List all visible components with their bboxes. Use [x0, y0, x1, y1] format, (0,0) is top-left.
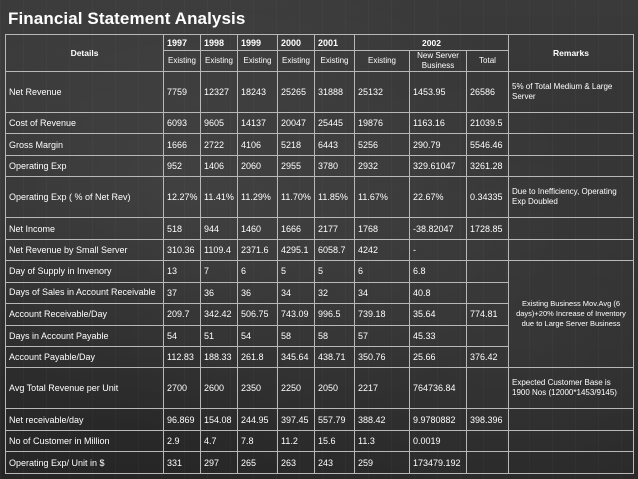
cell: 188.33 [201, 347, 238, 368]
remark-operating-exp: Due to Inefficiency, Operating Exp Doubled [509, 177, 634, 218]
table-row [6, 409, 634, 430]
page-title: Financial Statement Analysis [8, 9, 246, 28]
cell: 11.67% [355, 177, 410, 218]
year-header: 1997 [164, 35, 201, 51]
cell: 3261.28 [467, 155, 509, 176]
row-label: Cost of Revenue [6, 112, 164, 133]
cell: 261.8 [238, 347, 278, 368]
cell: 764736.84 [410, 368, 467, 409]
cell: 7 [201, 261, 238, 282]
sub-header: Existing [201, 51, 238, 72]
remarks-header: Remarks [509, 35, 634, 72]
header-row-years [6, 35, 634, 51]
cell: 25445 [315, 112, 355, 133]
cell: 2955 [278, 155, 315, 176]
cell [467, 368, 509, 409]
table-row [6, 430, 634, 451]
table-row [6, 177, 634, 218]
cell: 7759 [164, 72, 201, 113]
cell: 743.09 [278, 304, 315, 325]
cell: 0.34335 [467, 177, 509, 218]
cell: 36 [238, 282, 278, 303]
sub-header-new-server: New Server Business [410, 51, 467, 72]
cell: 2932 [355, 155, 410, 176]
remark-empty [509, 134, 634, 155]
cell: 35.64 [410, 304, 467, 325]
cell: 34 [278, 282, 315, 303]
table-row [6, 155, 634, 176]
row-label: Net Revenue [6, 72, 164, 113]
cell: 290.79 [410, 134, 467, 155]
row-label: Account Payable/Day [6, 347, 164, 368]
cell: 22.67% [410, 177, 467, 218]
cell: 11.3 [355, 430, 410, 451]
cell: 297 [201, 452, 238, 474]
row-label: Day of Supply in Invenory [6, 261, 164, 282]
year-header: 1998 [201, 35, 238, 51]
cell: 2371.6 [238, 239, 278, 260]
cell: 112.83 [164, 347, 201, 368]
cell: 25265 [278, 72, 315, 113]
cell: 12.27% [164, 177, 201, 218]
year-header: 2000 [278, 35, 315, 51]
year-header: 1999 [238, 35, 278, 51]
year-header-2002: 2002 [355, 35, 509, 51]
cell: 1728.85 [467, 218, 509, 239]
cell: 19876 [355, 112, 410, 133]
cell: 6443 [315, 134, 355, 155]
cell: 12327 [201, 72, 238, 113]
cell: 342.42 [201, 304, 238, 325]
row-label: Operating Exp/ Unit in $ [6, 452, 164, 474]
cell: 6.8 [410, 261, 467, 282]
cell: 11.29% [238, 177, 278, 218]
cell: 11.2 [278, 430, 315, 451]
table-row [6, 368, 634, 409]
cell: 6093 [164, 112, 201, 133]
cell: 173479.192 [410, 452, 467, 474]
sub-header: Existing [355, 51, 410, 72]
cell: 557.79 [315, 409, 355, 430]
cell: 2600 [201, 368, 238, 409]
sub-header: Existing [238, 51, 278, 72]
cell: 438.71 [315, 347, 355, 368]
remark-empty [509, 155, 634, 176]
sub-header: Existing [278, 51, 315, 72]
sub-header: Existing [164, 51, 201, 72]
cell: 1666 [164, 134, 201, 155]
table-row [6, 239, 634, 260]
cell: 4295.1 [278, 239, 315, 260]
row-label: Operating Exp [6, 155, 164, 176]
cell: 397.45 [278, 409, 315, 430]
details-header: Details [6, 35, 164, 72]
cell: 310.36 [164, 239, 201, 260]
cell: 1666 [278, 218, 315, 239]
cell [467, 452, 509, 474]
cell: 26586 [467, 72, 509, 113]
remark-existing-business: Existing Business Mov.Avg (6 days)+20% Increase of Inventory due to Large Server Business [509, 261, 634, 368]
cell: 5546.46 [467, 134, 509, 155]
cell: -38.82047 [410, 218, 467, 239]
cell: 350.76 [355, 347, 410, 368]
row-label: Net Revenue by Small Server [6, 239, 164, 260]
cell: 0.0019 [410, 430, 467, 451]
year-header: 2001 [315, 35, 355, 51]
table-row [6, 112, 634, 133]
cell: 506.75 [238, 304, 278, 325]
cell: 34 [355, 282, 410, 303]
cell: 21039.5 [467, 112, 509, 133]
cell: 4106 [238, 134, 278, 155]
row-label: Days of Sales in Account Receivable [6, 282, 164, 303]
cell: 2177 [315, 218, 355, 239]
cell: 7.8 [238, 430, 278, 451]
cell: 58 [278, 325, 315, 346]
table-row [6, 72, 634, 113]
row-label: Days in Account Payable [6, 325, 164, 346]
cell: 6 [238, 261, 278, 282]
cell: 1768 [355, 218, 410, 239]
cell: 2700 [164, 368, 201, 409]
cell: 1163.16 [410, 112, 467, 133]
row-label: Avg Total Revenue per Unit [6, 368, 164, 409]
cell: 952 [164, 155, 201, 176]
row-label: Net Income [6, 218, 164, 239]
cell: 3780 [315, 155, 355, 176]
cell: 18243 [238, 72, 278, 113]
cell: 1453.95 [410, 72, 467, 113]
cell [467, 325, 509, 346]
cell: 15.6 [315, 430, 355, 451]
cell: 2.9 [164, 430, 201, 451]
row-label: Operating Exp ( % of Net Rev) [6, 177, 164, 218]
cell: 398.396 [467, 409, 509, 430]
cell: 2217 [355, 368, 410, 409]
cell: 5218 [278, 134, 315, 155]
sub-header: Existing [315, 51, 355, 72]
cell: 31888 [315, 72, 355, 113]
cell: 9605 [201, 112, 238, 133]
cell: 154.08 [201, 409, 238, 430]
cell: 4242 [355, 239, 410, 260]
cell: 2250 [278, 368, 315, 409]
cell [467, 282, 509, 303]
cell: 5256 [355, 134, 410, 155]
cell: 5 [278, 261, 315, 282]
row-label: Account Receivable/Day [6, 304, 164, 325]
cell: 6058.7 [315, 239, 355, 260]
cell [467, 261, 509, 282]
cell: 2050 [315, 368, 355, 409]
cell: 263 [278, 452, 315, 474]
cell: 11.85% [315, 177, 355, 218]
remark-net-revenue: 5% of Total Medium & Large Server [509, 72, 634, 113]
cell: 11.70% [278, 177, 315, 218]
cell: 2060 [238, 155, 278, 176]
cell: 20047 [278, 112, 315, 133]
cell: 13 [164, 261, 201, 282]
row-label: Gross Margin [6, 134, 164, 155]
cell: 11.41% [201, 177, 238, 218]
cell: 25.66 [410, 347, 467, 368]
cell: 739.18 [355, 304, 410, 325]
remark-empty [509, 239, 634, 260]
cell: 25132 [355, 72, 410, 113]
sub-header-total: Total [467, 51, 509, 72]
cell: 32 [315, 282, 355, 303]
remark-empty [509, 452, 634, 474]
remark-expected-customer: Expected Customer Base is 1900 Nos (12000*1453/9145) [509, 368, 634, 409]
cell: 40.8 [410, 282, 467, 303]
cell [467, 430, 509, 451]
cell: 2722 [201, 134, 238, 155]
cell: 774.81 [467, 304, 509, 325]
table-row [6, 218, 634, 239]
table-row [6, 452, 634, 474]
cell: 58 [315, 325, 355, 346]
cell: 2350 [238, 368, 278, 409]
cell: 1406 [201, 155, 238, 176]
remark-empty [509, 112, 634, 133]
cell: 376.42 [467, 347, 509, 368]
cell: 209.7 [164, 304, 201, 325]
remark-empty [509, 218, 634, 239]
financial-table [5, 34, 634, 474]
cell: 329.61047 [410, 155, 467, 176]
cell: 54 [238, 325, 278, 346]
cell: 37 [164, 282, 201, 303]
cell: 331 [164, 452, 201, 474]
cell: 54 [164, 325, 201, 346]
cell: 244.95 [238, 409, 278, 430]
row-label: Net receivable/day [6, 409, 164, 430]
cell: 4.7 [201, 430, 238, 451]
cell: 345.64 [278, 347, 315, 368]
cell: 388.42 [355, 409, 410, 430]
cell: 1460 [238, 218, 278, 239]
cell: 259 [355, 452, 410, 474]
cell: 518 [164, 218, 201, 239]
cell: - [410, 239, 467, 260]
remark-empty [509, 409, 634, 430]
cell: 265 [238, 452, 278, 474]
cell: 996.5 [315, 304, 355, 325]
row-label: No of Customer in Million [6, 430, 164, 451]
cell: 36 [201, 282, 238, 303]
cell: 6 [355, 261, 410, 282]
cell: 45.33 [410, 325, 467, 346]
remark-empty [509, 430, 634, 451]
cell: 5 [315, 261, 355, 282]
cell: 57 [355, 325, 410, 346]
cell: 14137 [238, 112, 278, 133]
cell: 9.9780882 [410, 409, 467, 430]
cell: 1109.4 [201, 239, 238, 260]
table-row [6, 134, 634, 155]
cell: 96.869 [164, 409, 201, 430]
cell: 51 [201, 325, 238, 346]
cell: 944 [201, 218, 238, 239]
cell [467, 239, 509, 260]
cell: 243 [315, 452, 355, 474]
table-row [6, 261, 634, 282]
